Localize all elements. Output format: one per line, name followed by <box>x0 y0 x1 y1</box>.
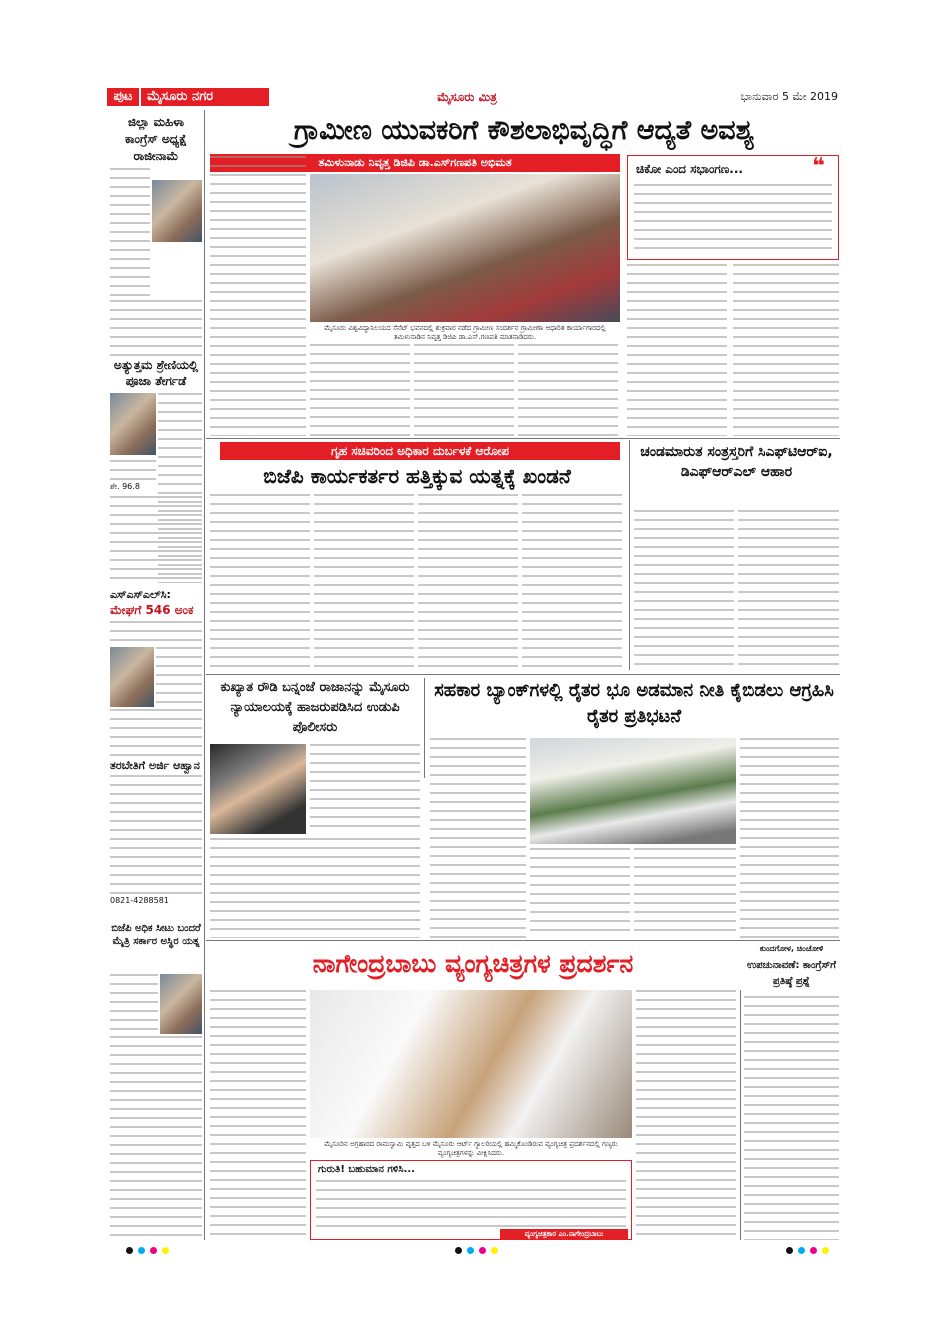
cartoon-box-title: ಗುರುತಿ! ಬಹುಮಾನ ಗಳಿಸಿ... <box>318 1164 415 1175</box>
left-item3-photo <box>110 647 154 707</box>
lead-text-col1 <box>210 156 306 436</box>
cartoon-text-col2 <box>636 990 736 1240</box>
sidebar-box-title: ಚಿಕೋ ಎಂದ ಸಭಾಂಗಣ... <box>636 162 743 176</box>
bank-photo <box>530 738 736 844</box>
section-title: ಮೈಸೂರು ನಗರ <box>141 88 269 106</box>
registration-marks-right <box>786 1247 829 1254</box>
bank-text-col4 <box>740 738 839 938</box>
congress-text <box>744 996 839 1240</box>
lead-photo <box>310 174 620 322</box>
page-number: ಪುಟ 9 <box>107 88 139 106</box>
left-item2-title: ಅತ್ಯುತ್ತಮ ಶ್ರೇಣಿಯಲ್ಲಿ ಪೂಜಾ ತೇರ್ಗಡೆ <box>113 358 199 388</box>
left-item5-photo <box>160 974 202 1034</box>
registration-marks-left <box>126 1247 169 1254</box>
rowdy-text-col1 <box>310 744 420 834</box>
lead-text-col4 <box>518 344 618 436</box>
cartoon-byline: ವ್ಯಂಗ್ಯಚಿತ್ರಕಾರ ಎಂ.ನಾಗೇಂದ್ರಬಾಬು <box>500 1229 628 1239</box>
cyclone-headline: ಚಂಡಮಾರುತ ಸಂತ್ರಸ್ತರಿಗೆ ಸಿಎಫ್‌ಟಿಆರ್‌ಐ, ಡಿಎಫ್‌ಆರ್‌ಎಲ್ ಆಹಾರ <box>640 444 833 480</box>
left-item2-photo <box>110 393 156 455</box>
left-item3-text2 <box>156 647 202 707</box>
left-item5-title: ಬಿಜೆಪಿ ಅಧಿಕ ಸೀಟು ಬಂದರೆ ಮೈತ್ರಿ ಸರ್ಕಾರ ಅಸ್ಥಿರ ಯತ್ನ <box>111 923 201 947</box>
rowdy-headline: ಕುಖ್ಯಾತ ರೌಡಿ ಬನ್ನಂಜೆ ರಾಜಾನನ್ನು ಮೈಸೂರು ನ್ಯಾಯಾಲಯಕ್ಕೆ ಹಾಜರುಪಡಿಸಿದ ಉಡುಪಿ ಪೊಲೀಸರು <box>220 680 410 735</box>
congress-kicker: ಕುಂದಗೋಳ, ಚಿಂಚೋಳಿ <box>759 944 824 953</box>
registration-marks-center <box>455 1247 498 1254</box>
cyclone-text-col1 <box>634 510 734 672</box>
left-item4-text <box>110 775 202 895</box>
cyclone-text-col2 <box>738 510 839 672</box>
issue-date: ಭಾನುವಾರ 5 ಮೇ 2019 <box>740 90 838 103</box>
cartoon-headline: ನಾಗೇಂದ್ರಬಾಬು ವ್ಯಂಗ್ಯಚಿತ್ರಗಳ ಪ್ರದರ್ಶನ <box>312 949 634 978</box>
congress-headline: ಉಪಚುನಾವಣೆ: ಕಾಂಗ್ರೆಸ್‌ಗೆ ಪ್ರತಿಷ್ಠೆ ಪ್ರಶ್ನೆ <box>746 960 836 987</box>
left-item5-text <box>110 974 158 1034</box>
left-item1-text2 <box>110 300 202 356</box>
bjp-text-col1 <box>210 494 310 672</box>
bank-headline: ಸಹಕಾರ ಬ್ಯಾಂಕ್‌ಗಳಲ್ಲಿ ರೈತರ ಭೂ ಅಡಮಾನ ನೀತಿ ಕೈಬಿಡಲು ಆಗ್ರಹಿಸಿ ರೈತರ ಪ್ರತಿಭಟನೆ <box>434 680 834 727</box>
rowdy-photo <box>210 744 306 834</box>
lead-headline: ಗ್ರಾಮೀಣ ಯುವಕರಿಗೆ ಕೌಶಲಾಭಿವೃದ್ಧಿಗೆ ಆದ್ಯತೆ ಅವಶ್ಯ <box>293 115 755 146</box>
cartoon-box-text <box>316 1180 626 1228</box>
cartoon-photo-caption: ಮೈಸೂರಿನ ಅಗ್ರಹಾರದ ರಾಮಸ್ವಾಮಿ ವೃತ್ತದ ಬಳಿ ಮೈಸೂರು ಆರ್ಟ್ ಗ್ಯಾಲರಿಯಲ್ಲಿ ಹಮ್ಮಿಕೊಂಡಿರುವ ವ್ಯಂಗ್ಯಚಿತ್ರ ಪ್ರದರ್ಶನದಲ್ಲಿ ಗಣ್ಯರು ವ್ಯಂಗ್ಯಚಿತ್ರಗಳನ್ನು ವೀಕ್ಷಿಸಿದರು. <box>324 1140 618 1157</box>
left-item5-text2 <box>110 1036 202 1240</box>
left-item2-text2 <box>110 460 156 480</box>
bjp-text-col4 <box>522 494 622 672</box>
rowdy-text-col2 <box>210 838 420 938</box>
sidebar-box-text <box>634 184 832 256</box>
quote-icon: ❝ <box>812 154 825 179</box>
bjp-kicker: ಗೃಹ ಸಚಿವರಿಂದ ಅಧಿಕಾರ ದುರ್ಬಳಕೆ ಆರೋಪ <box>220 442 620 460</box>
left-item1-title: ಜಿಲ್ಲಾ ಮಹಿಳಾ ಕಾಂಗ್ರೆಸ್ ಅಧ್ಯಕ್ಷೆ ರಾಜೀನಾಮೆ <box>125 115 187 163</box>
lead-text-col6 <box>733 264 839 436</box>
bank-text-col2 <box>530 848 630 938</box>
left-item4-phone: 0821-4288581 <box>110 896 169 905</box>
bank-text-col1 <box>430 738 526 938</box>
left-item1-text <box>110 168 150 298</box>
left-item1-photo <box>152 180 202 242</box>
lead-photo-caption: ಮೈಸೂರು ವಿಶ್ವವಿದ್ಯಾನಿಲಯದ ಸೆನೆಟ್ ಭವನದಲ್ಲಿ ಶುಕ್ರವಾರ ನಡೆದ ಗ್ರಾಮೀಣ ಸಂದರ್ಶನ ಗ್ರಾಮೀಣಾ ಆಧಾರಿತ ಕಾರ್ಯಾಗಾರದಲ್ಲಿ ತಮಿಳುನಾಡಿನ ನಿವೃತ್ತ ಡಿಜಿಪಿ ಡಾ.ಎಸ್.ಗಣಪತಿ ಮಾತನಾಡಿದರು. <box>324 324 606 341</box>
bjp-headline: ಬಿಜೆಪಿ ಕಾರ್ಯಕರ್ತರ ಹತ್ತಿಕ್ಕುವ ಯತ್ನಕ್ಕೆ ಖಂಡನೆ <box>263 464 571 488</box>
lead-subhead: ತಮಿಳುನಾಡು ನಿವೃತ್ತ ಡಿಜಿಪಿ ಡಾ.ಎಸ್‌ಗಣಪತಿ ಅಭಿಮತ <box>210 154 620 172</box>
left-item4-title: ತರಬೇತಿಗೆ ಅರ್ಜಿ ಆಹ್ವಾನ <box>110 759 200 772</box>
cartoon-photo <box>310 990 632 1138</box>
left-item3-heading: ಎಸ್‌ಎಸ್‌ಎಲ್‌ಸಿ: <box>110 588 171 601</box>
bank-text-col3 <box>634 848 736 938</box>
left-item2-text3 <box>110 496 202 586</box>
bjp-text-col3 <box>418 494 518 672</box>
lead-text-col3 <box>414 344 514 436</box>
left-item3-title: ಮೇಘಗೆ 546 ಅಂಕ <box>110 603 194 617</box>
masthead-logo: ಮೈಸೂರು ಮಿತ್ರ <box>437 90 497 104</box>
cartoon-text-col1 <box>210 990 306 1240</box>
bjp-text-col2 <box>314 494 414 672</box>
lead-text-col5 <box>627 264 727 436</box>
left-item2-score: ಶೇ. 96.8 <box>110 482 140 491</box>
left-item3-text3 <box>110 709 202 757</box>
lead-text-col2 <box>310 344 410 436</box>
left-item3-text <box>110 621 202 645</box>
